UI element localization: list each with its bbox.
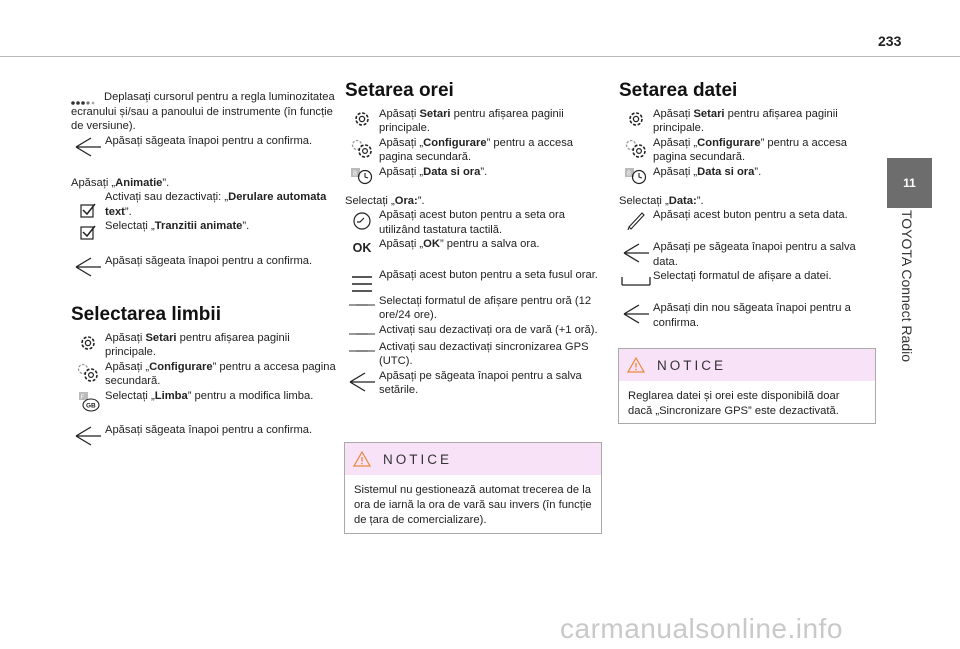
confirm-step-1: Apăsați săgeata înapoi pentru a confirma.: [71, 134, 336, 158]
time-step-8: Selectați formatul de afișare pentru oră (12 ore/24 ore).: [345, 294, 601, 323]
back-arrow-icon: [71, 254, 105, 278]
brightness-paragraph: Deplasați cursorul pentru a regla luminozitatea ecranului și/sau a panoului de instrumente (în funcție de versiune).: [71, 91, 335, 132]
animation-step: Apăsați „Animatie”.: [71, 176, 170, 189]
notice-box-date: [618, 348, 876, 424]
time-heading: Setarea orei: [345, 80, 454, 101]
date-heading: Setarea datei: [619, 80, 738, 101]
notice-box-time: [344, 442, 602, 534]
time-step-1: Apăsați Setari pentru afișarea paginii principale.: [345, 107, 601, 136]
date-step-2: Apăsați „Configurare” pentru a accesa pagina secundară.: [619, 136, 875, 165]
clock-icon: [345, 165, 379, 185]
date-step-3: 8 Apăsați „Data si ora”.: [619, 165, 875, 185]
page-number: 233: [878, 33, 902, 49]
list-menu-icon: [345, 268, 379, 294]
chapter-title: TOYOTA Connect Radio: [899, 210, 915, 362]
column-1: [71, 90, 336, 447]
checkbox-icon: [71, 190, 105, 218]
svg-text:F: F: [80, 394, 85, 401]
time-step-3: 8 Apăsați „Data si ora”.: [345, 165, 601, 185]
pencil-icon: [619, 208, 653, 230]
notice-title: NOTICE: [383, 451, 453, 467]
date-step-6: Apăsați pe săgeata înapoi pentru a salva data.: [619, 240, 875, 269]
bracket-line-icon: [619, 269, 653, 289]
clock-icon: [619, 165, 653, 185]
gears-icon: [619, 136, 653, 160]
back-arrow-icon: [71, 134, 105, 158]
time-step-10: Activați sau dezactivați sincronizarea GPS (UTC).: [345, 340, 601, 369]
notice-header: [345, 443, 601, 475]
time-step-5: Apăsați acest buton pentru a seta ora utilizând tastatura tactilă.: [345, 208, 601, 237]
time-step-9: Activați sau dezactivați ora de vară (+1 oră).: [345, 323, 601, 340]
language-step-4: Apăsați săgeata înapoi pentru a confirma.: [71, 423, 336, 447]
transition-step: Selectați „Tranzitii animate”.: [71, 219, 336, 240]
chapter-tab[interactable]: 11: [887, 158, 932, 208]
time-step-11: Apăsați pe săgeata înapoi pentru a salva setările.: [345, 369, 601, 398]
svg-text:GB: GB: [86, 402, 96, 409]
notice-text: Reglarea datei și orei este disponibilă doar dacă „Sincronizare GPS” este dezactivată.: [628, 390, 840, 417]
time-step-7: Apăsați acest buton pentru a seta fusul orar.: [345, 268, 601, 294]
edit-circle-icon: [345, 208, 379, 232]
toggle-line-icon: [345, 294, 379, 311]
gear-icon: [345, 107, 379, 129]
language-step-3: F GB Selectați „Limba” pentru a modifica limba.: [71, 389, 336, 413]
column-2: [345, 80, 601, 398]
warning-icon: [353, 451, 371, 467]
notice-header: [619, 349, 875, 381]
language-flag-icon: [71, 389, 105, 413]
gear-icon: [71, 331, 105, 353]
footer-watermark[interactable]: carmanualsonline.info: [560, 613, 843, 644]
confirm-step-2: Apăsați săgeata înapoi pentru a confirma.: [71, 254, 336, 278]
date-step-1: Apăsați Setari pentru afișarea paginii principale.: [619, 107, 875, 136]
back-arrow-icon: [71, 423, 105, 447]
checkbox-icon: [71, 219, 105, 240]
date-step-7: Selectați formatul de afișare a datei.: [619, 269, 875, 289]
back-arrow-icon: [345, 369, 379, 393]
language-heading: Selectarea limbii: [71, 304, 221, 325]
svg-text:8: 8: [627, 170, 631, 177]
time-step-2: Apăsați „Configurare” pentru a accesa pagina secundară.: [345, 136, 601, 165]
slider-dots-icon: [71, 99, 97, 107]
toggle-line-icon: [345, 340, 379, 357]
toggle-line-icon: [345, 323, 379, 340]
time-step-4: Selectați „Ora:”.: [345, 194, 425, 207]
language-step-2: Apăsați „Configurare” pentru a accesa pagina secundară.: [71, 360, 336, 389]
notice-title: NOTICE: [657, 357, 727, 373]
column-3: [619, 80, 875, 330]
language-step-1: Apăsați Setari pentru afișarea paginii principale.: [71, 331, 336, 360]
gears-icon: [71, 360, 105, 384]
back-arrow-icon: [619, 301, 653, 325]
svg-text:8: 8: [353, 170, 357, 177]
date-step-5: Apăsați acest buton pentru a seta data.: [619, 208, 875, 230]
ok-icon: OK: [352, 241, 372, 255]
gears-icon: [345, 136, 379, 160]
warning-icon: [627, 357, 645, 373]
time-step-6: OK Apăsați „OK” pentru a salva ora.: [345, 237, 601, 256]
animation-toggle-step: Activați sau dezactivați: „Derulare automata text”.: [71, 190, 336, 219]
date-step-8: Apăsați din nou săgeata înapoi pentru a confirma.: [619, 301, 875, 330]
notice-text: Sistemul nu gestionează automat trecerea de la ora de iarnă la ora de vară sau invers (în funcție de țara de comercializare).: [354, 484, 592, 526]
back-arrow-icon: [619, 240, 653, 264]
header-divider: [0, 56, 960, 57]
gear-icon: [619, 107, 653, 129]
date-step-4: Selectați „Data:”.: [619, 194, 704, 207]
